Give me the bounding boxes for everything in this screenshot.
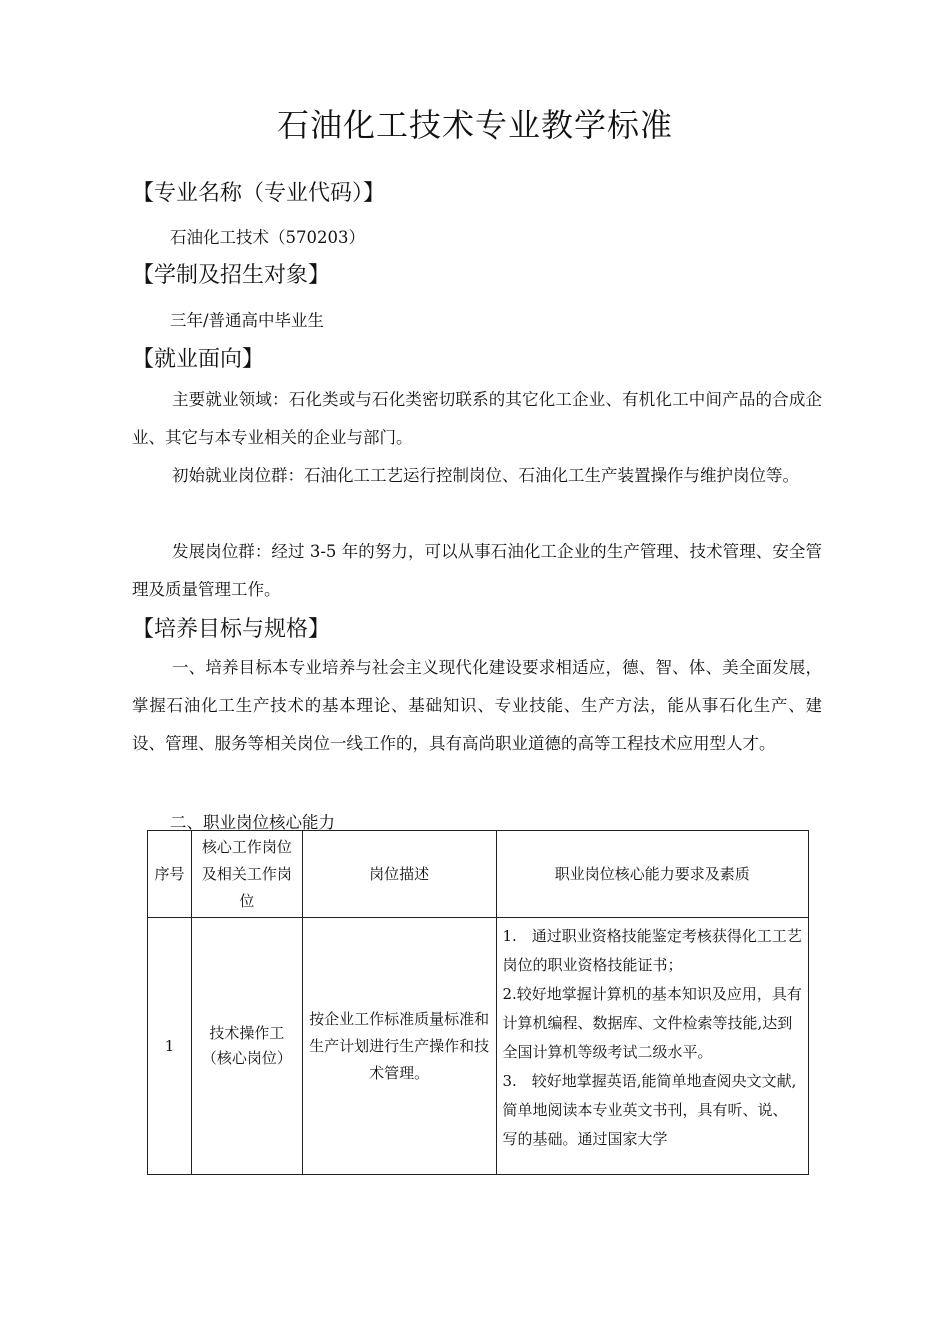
core-ability-table xyxy=(147,830,809,1175)
employment-paragraph-1: 主要就业领域：石化类或与石化类密切联系的其它化工企业、有机化工中间产品的合成企业、其它与本专业相关的企业与部门。 xyxy=(132,390,822,447)
table-row xyxy=(148,918,809,1175)
section-heading-schooling: 【学制及招生对象】 xyxy=(132,263,331,288)
requirement-item: 2.较好地掌握计算机的基本知识及应用，具有计算机编程、数据库、文件检索等技能,达到全国计算机等级考试二级水平。 xyxy=(502,985,802,1061)
header-post: 核心工作岗位及相关工作岗位 xyxy=(191,831,302,918)
goals-paragraph-1: 一、培养目标本专业培养与社会主义现代化建设要求相适应，德、智、体、美全面发展，掌握石油化工生产技术的基本理论、基础知识、专业技能、生产方法，能从事石化生产、建设、管理、服务等相关岗位一线工作的，具有高尚职业道德的高等工程技术应用型人才。 xyxy=(132,658,822,753)
row-desc: 按企业工作标准质量标准和生产计划进行生产操作和技术管理。 xyxy=(302,918,496,1175)
row-requirements xyxy=(496,918,809,1175)
requirement-item: 1. 通过职业资格技能鉴定考核获得化工工艺岗位的职业资格技能证书； xyxy=(502,927,802,974)
section-heading-employment: 【就业面向】 xyxy=(132,347,265,372)
header-desc: 岗位描述 xyxy=(302,831,496,918)
major-name-text: 石油化工技术（570203） xyxy=(170,228,365,247)
requirement-item: 3. 较好地掌握英语,能简单地查阅央文文献,简单地阅读本专业英文书刊，具有听、说、写的基础。通过国家大学 xyxy=(502,1072,797,1148)
row-num: 1 xyxy=(148,918,192,1175)
employment-paragraph-3: 发展岗位群：经过 3-5 年的努力，可以从事石油化工企业的生产管理、技术管理、安全管理及质量管理工作。 xyxy=(132,542,822,599)
header-req: 职业岗位核心能力要求及素质 xyxy=(496,831,809,918)
header-num: 序号 xyxy=(148,831,192,918)
employment-paragraph-2: 初始就业岗位群：石油化工工艺运行控制岗位、石油化工生产装置操作与维护岗位等。 xyxy=(172,466,799,485)
section-heading-major: 【专业名称（专业代码）】 xyxy=(132,181,386,206)
goals-subheading: 二、职业岗位核心能力 xyxy=(170,813,335,832)
section-heading-goals: 【培养目标与规格】 xyxy=(132,617,331,642)
document-title: 石油化工技术专业教学标准 xyxy=(276,106,673,144)
table-header-row xyxy=(148,831,809,918)
schooling-text: 三年/普通高中毕业生 xyxy=(170,311,325,330)
row-post: 技术操作工（核心岗位） xyxy=(191,918,302,1175)
